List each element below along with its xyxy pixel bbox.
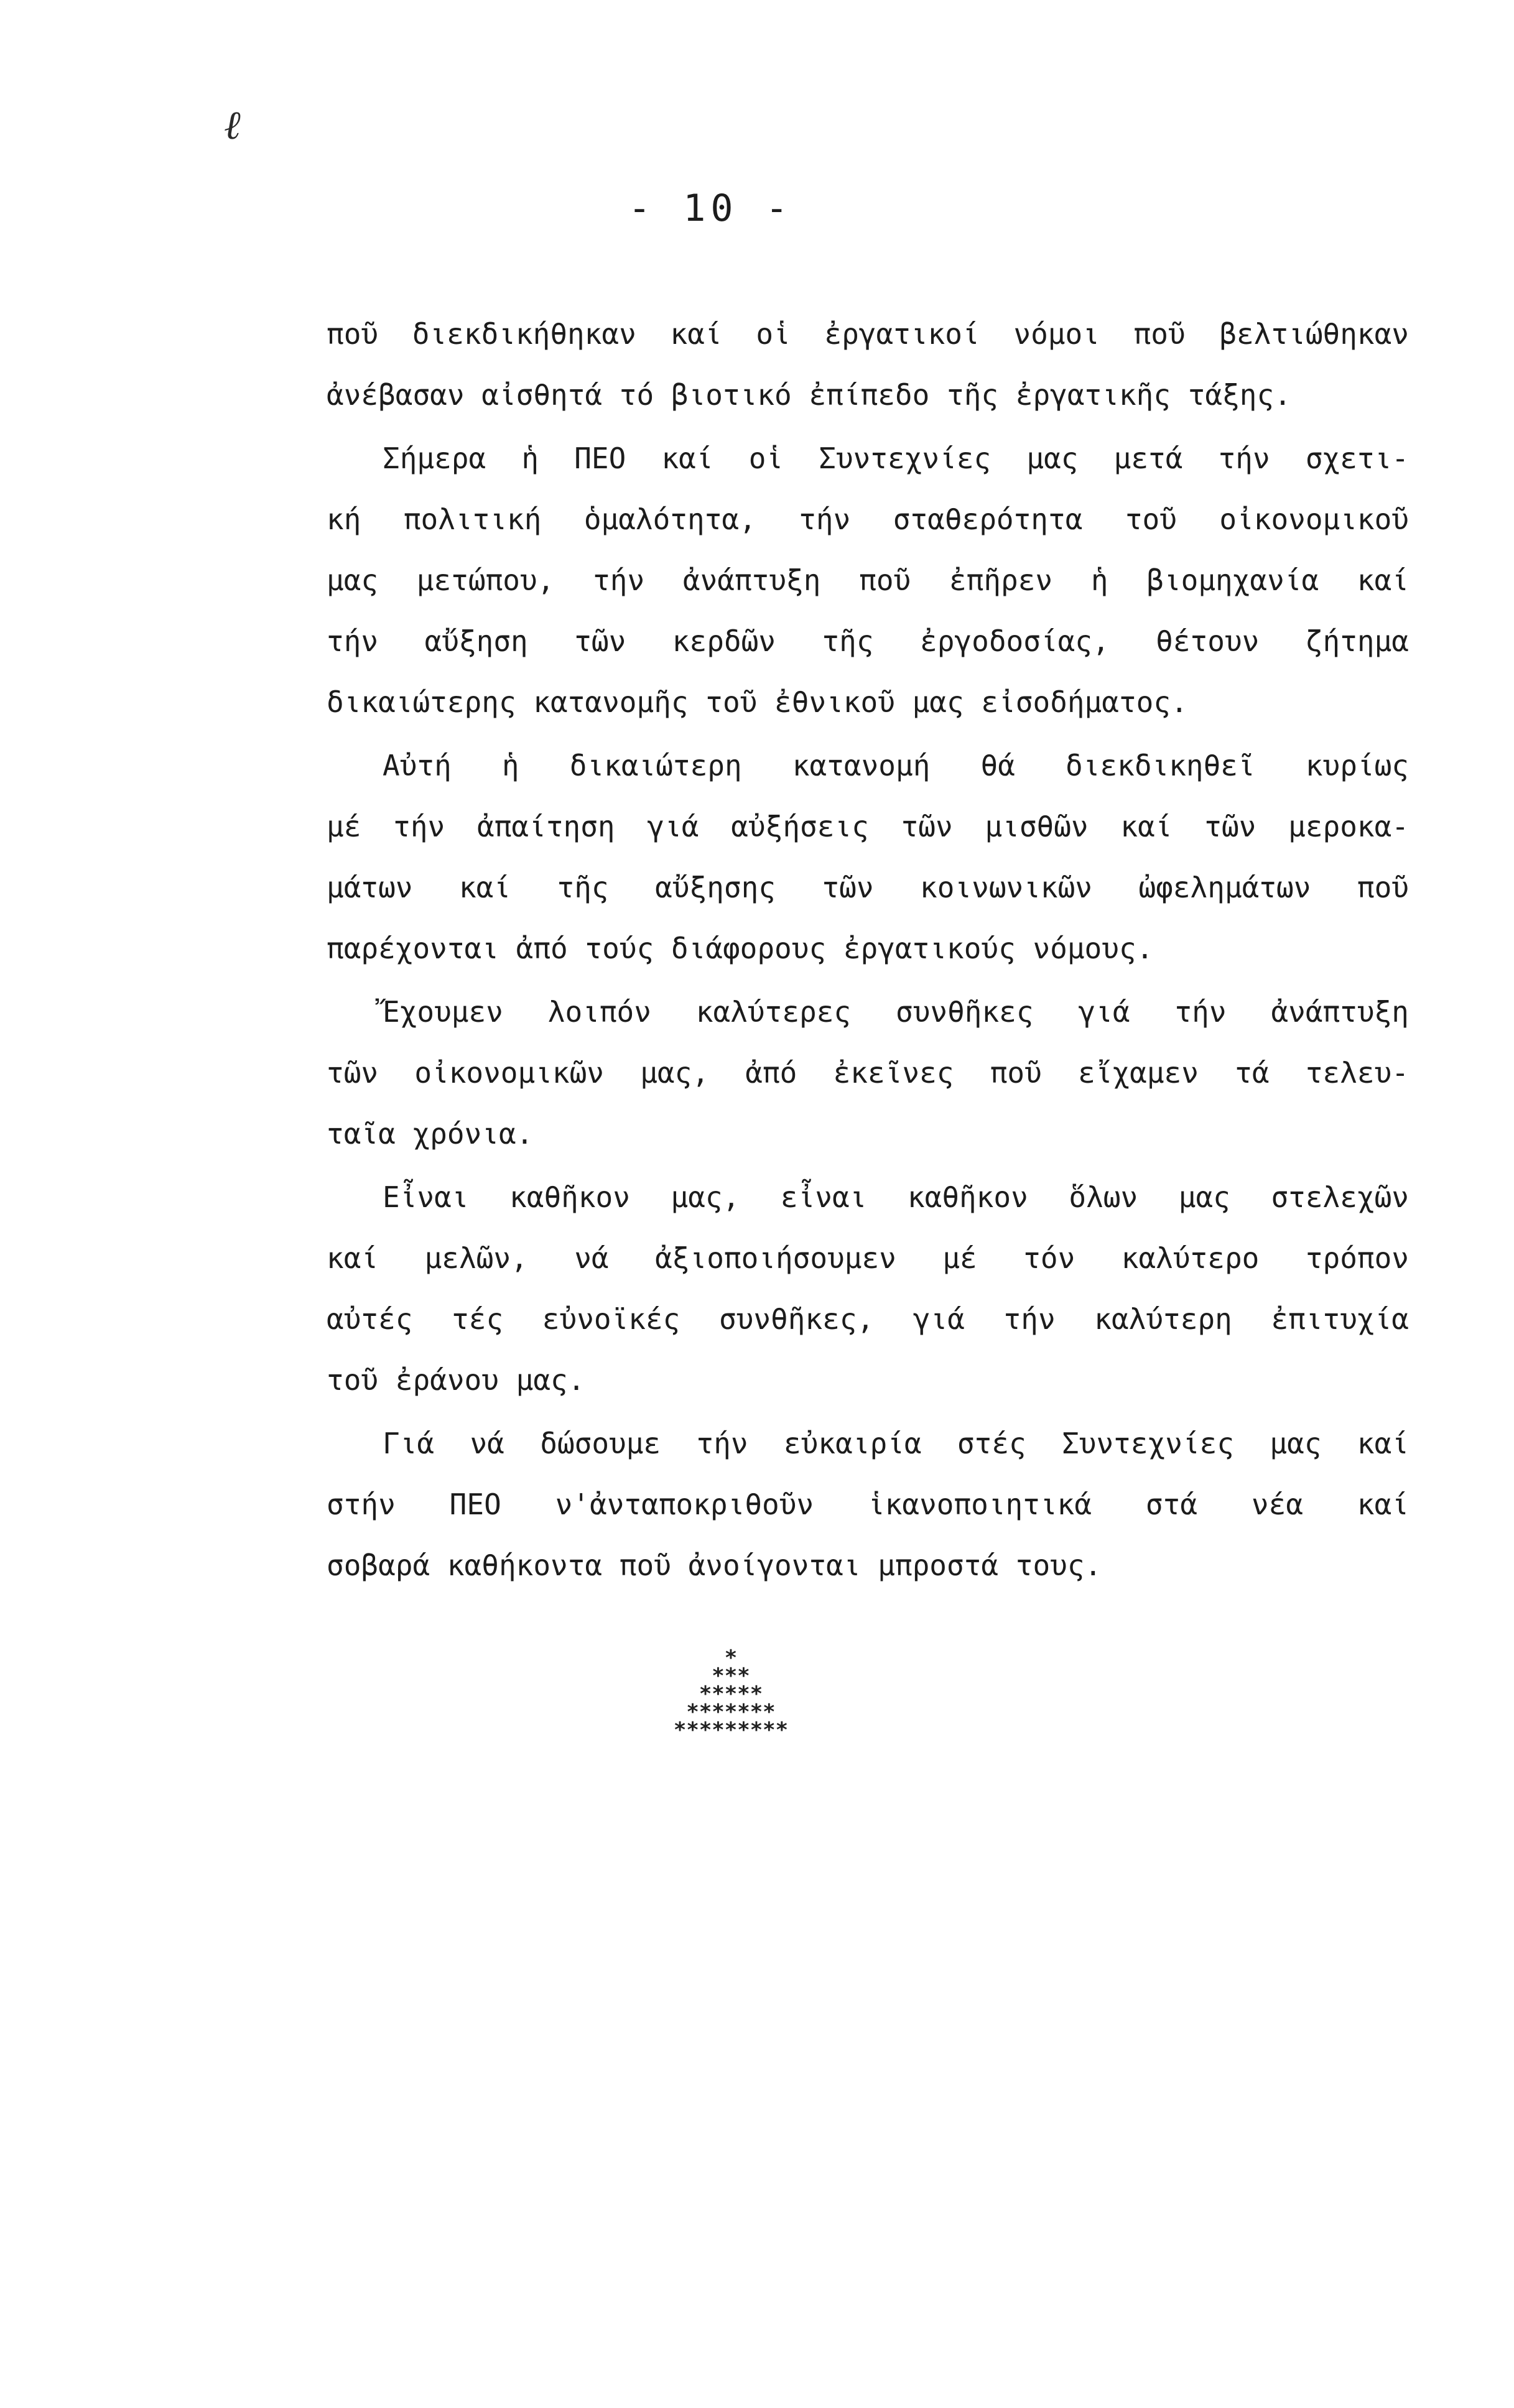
ornament-row: ***** bbox=[699, 1682, 763, 1706]
ornament-row: *** bbox=[712, 1664, 750, 1688]
ornament-row: ******* bbox=[686, 1700, 776, 1725]
text-line: δικαιώτερης κατανομῆς τοῦ ἐθνικοῦ μας εἰσοδήματος. bbox=[327, 685, 1188, 719]
text-line: μας μετώπου, τήν ἀνάπτυξη ποῦ ἐπῆρεν ἡ βιομηχανία καί bbox=[327, 563, 1409, 597]
text-line: ποῦ διεκδικήθηκαν καί οἱ ἐργατικοί νόμοι ποῦ βελτιώθηκαν bbox=[327, 317, 1409, 351]
asterisk-triangle-ornament bbox=[622, 1646, 840, 1743]
text-line: ταῖα χρόνια. bbox=[327, 1117, 534, 1151]
text-line: ἀνέβασαν αἰσθητά τό βιοτικό ἐπίπεδο τῆς ἐργατικῆς τάξης. bbox=[327, 378, 1291, 412]
text-line: Εἶναι καθῆκον μας, εἶναι καθῆκον ὅλων μας στελεχῶν bbox=[383, 1180, 1409, 1214]
text-line: μέ τήν ἀπαίτηση γιά αὐξήσεις τῶν μισθῶν καί τῶν μεροκα- bbox=[327, 810, 1409, 843]
ornament-row: * bbox=[724, 1646, 738, 1670]
text-line: Αὐτή ἡ δικαιώτερη κατανομή θά διεκδικηθεῖ κυρίως bbox=[383, 749, 1409, 782]
body-text bbox=[327, 303, 1409, 1596]
text-line: σοβαρά καθήκοντα ποῦ ἀνοίγονται μπροστά τους. bbox=[327, 1549, 1102, 1582]
text-line: καί μελῶν, νά ἀξιοποιήσουμεν μέ τόν καλύτερο τρόπον bbox=[327, 1241, 1409, 1275]
handwritten-corner-mark: ℓ bbox=[224, 103, 241, 149]
paragraph-continuation bbox=[327, 303, 1409, 425]
text-line: αὐτές τές εὐνοϊκές συνθῆκες, γιά τήν καλύτερη ἐπιτυχία bbox=[327, 1302, 1409, 1336]
text-line: τοῦ ἐράνου μας. bbox=[327, 1363, 585, 1397]
page-number: - 10 - bbox=[628, 187, 793, 230]
text-line: μάτων καί τῆς αὔξησης τῶν κοινωνικῶν ὠφελημάτων ποῦ bbox=[327, 871, 1409, 904]
text-line: τῶν οἰκονομικῶν μας, ἀπό ἐκεῖνες ποῦ εἴχαμεν τά τελευ- bbox=[327, 1056, 1409, 1090]
paragraph-conclusion bbox=[327, 1413, 1409, 1596]
text-line: Σήμερα ἡ ΠΕΟ καί οἱ Συντεχνίες μας μετά τήν σχετι- bbox=[383, 442, 1409, 475]
text-line: Ἔχουμεν λοιπόν καλύτερες συνθῆκες γιά τήν ἀνάπτυξη bbox=[383, 995, 1409, 1029]
paragraph-share-of-income bbox=[327, 428, 1409, 733]
text-line: στήν ΠΕΟ ν'ἀνταποκριθοῦν ἱκανοποιητικά στά νέα καί bbox=[327, 1488, 1409, 1521]
paragraph-better-conditions bbox=[327, 981, 1409, 1164]
paragraph-duty bbox=[327, 1167, 1409, 1410]
text-line: τήν αὔξηση τῶν κερδῶν τῆς ἐργοδοσίας, θέτουν ζήτημα bbox=[327, 624, 1409, 658]
paragraph-wage-demands bbox=[327, 735, 1409, 979]
ornament-row: ********* bbox=[673, 1718, 789, 1743]
text-line: κή πολιτική ὁμαλότητα, τήν σταθερότητα τοῦ οἰκονομικοῦ bbox=[327, 502, 1409, 536]
text-line: παρέχονται ἀπό τούς διάφορους ἐργατικούς νόμους. bbox=[327, 932, 1154, 965]
text-line: Γιά νά δώσουμε τήν εὐκαιρία στές Συντεχνίες μας καί bbox=[383, 1427, 1409, 1460]
